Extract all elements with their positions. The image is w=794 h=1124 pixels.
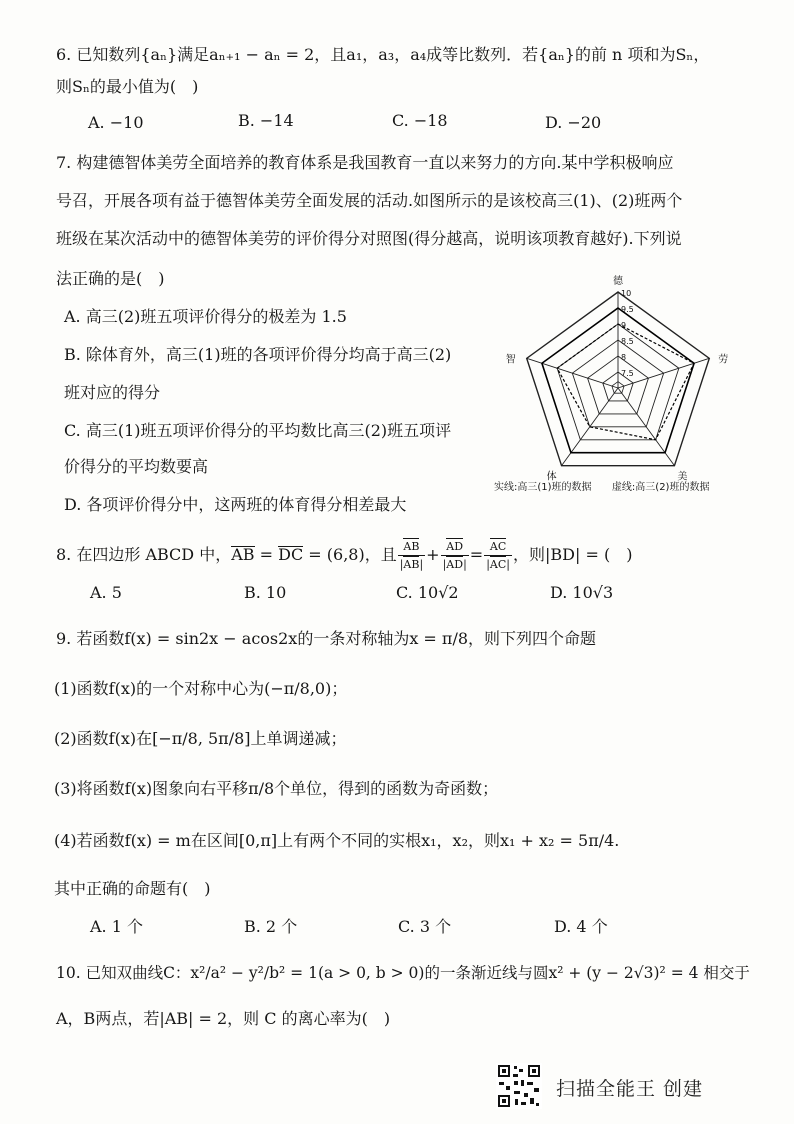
radar-tick-label: 7.5 bbox=[621, 369, 634, 378]
q9-proposition-3: (3)将函数f(x)图象向右平移π/8个单位，得到的函数为奇函数； bbox=[54, 779, 499, 798]
vec-dc: DC bbox=[278, 545, 304, 564]
q7-option-c-line1: C. 高三(1)班五项评价得分的平均数比高三(2)班五项评 bbox=[64, 421, 452, 440]
radar-tick-label: 10 bbox=[621, 289, 632, 298]
q9-ask: 其中正确的命题有( ) bbox=[54, 879, 211, 898]
q7-option-a: A. 高三(2)班五项评价得分的极差为 1.5 bbox=[64, 307, 347, 326]
scanner-watermark: 扫描全能王 创建 bbox=[556, 1078, 704, 1100]
q8-option-d: D. 10√3 bbox=[550, 583, 614, 602]
q7-line1: 7. 构建德智体美劳全面培养的教育体系是我国教育一直以来努力的方向.某中学积极响应 bbox=[56, 153, 674, 172]
q9-option-c: C. 3 个 bbox=[398, 917, 452, 936]
q9-option-a: A. 1 个 bbox=[90, 917, 143, 936]
q7-option-d: D. 各项评价得分中，这两班的体育得分相差最大 bbox=[64, 495, 407, 514]
vec-ab: AB bbox=[231, 545, 255, 564]
q7-option-c-line2: 价得分的平均数要高 bbox=[64, 457, 209, 476]
radar-tick-label: 9.5 bbox=[621, 305, 634, 314]
q9-option-b: B. 2 个 bbox=[244, 917, 298, 936]
q6-option-b: B. −14 bbox=[238, 111, 294, 130]
radar-axis-label: 美 bbox=[677, 471, 688, 483]
q8-plus: + bbox=[426, 545, 440, 564]
q10-line1: 10. 已知双曲线C：x²/a² − y²/b² = 1(a > 0, b > 0)的一条渐近线与圆x² + (y − 2√3)² = 4 相交于 bbox=[56, 964, 750, 982]
q7-line4: 法正确的是( ) bbox=[56, 269, 165, 288]
radar-axis-label: 智 bbox=[505, 354, 516, 366]
q9-line1: 9. 若函数f(x) = sin2x − acos2x的一条对称轴为x = π/8，则下列四个命题 bbox=[56, 629, 597, 648]
q7-option-b-line1: B. 除体育外，高三(1)班的各项评价得分均高于高三(2) bbox=[64, 345, 452, 364]
radar-legend bbox=[494, 478, 709, 493]
q6-option-d: D. −20 bbox=[545, 113, 602, 132]
q7-line3: 班级在某次活动中的德智体美劳的评价得分对照图(得分越高，说明该项教育越好).下列说 bbox=[56, 229, 682, 248]
qr-code-icon bbox=[496, 1063, 542, 1109]
q7-option-b-line2: 班对应的得分 bbox=[64, 383, 161, 402]
radar-axis-label: 德 bbox=[613, 276, 623, 287]
legend-solid: 实线:高三(1)班的数据 bbox=[494, 482, 592, 493]
q8-eq1: = (6,8)，且 bbox=[303, 545, 397, 564]
q7-line2: 号召，开展各项有益于德智体美劳全面发展的活动.如图所示的是该校高三(1)、(2)班两个 bbox=[56, 191, 683, 210]
q8-tail: ，则|BD| = ( ) bbox=[513, 545, 633, 564]
legend-dashed: 虚线:高三(2)班的数据 bbox=[611, 482, 710, 493]
q6-line1: 6. 已知数列{aₙ}满足aₙ₊₁ − aₙ = 2，且a₁，a₃，a₄成等比数列．若{aₙ}的前 n 项和为Sₙ， bbox=[56, 45, 710, 64]
frac-ab: $\frac{AB}{|AB|}$ bbox=[399, 540, 424, 571]
radar-spoke bbox=[527, 358, 618, 388]
q9-proposition-1: (1)函数f(x)的一个对称中心为(−π/8,0)； bbox=[54, 679, 348, 698]
frac-ad: $\frac{AD}{|AD|}$ bbox=[442, 540, 467, 571]
radar-tick-label: 8 bbox=[621, 353, 627, 362]
radar-axis-label: 劳 bbox=[718, 354, 729, 366]
q8-option-a: A. 5 bbox=[90, 583, 122, 602]
q6-option-c: C. −18 bbox=[392, 111, 448, 130]
q8-eq2: = bbox=[469, 545, 484, 564]
q8-line1: 8. 在四边形 ABCD 中，AB = DC = (6,8)，且 $\frac{AB}{|AB|}$ + $\frac{AD}{|AD|}$ = $\frac{AC}{|AC|}$ ，则|BD| = ( ) bbox=[56, 540, 633, 571]
radar-axis-label: 体 bbox=[546, 471, 557, 483]
q9-option-d: D. 4 个 bbox=[554, 917, 608, 936]
q8-option-b: B. 10 bbox=[244, 583, 287, 602]
q6-line2: 则Sₙ的最小值为( ) bbox=[56, 77, 199, 96]
radar-chart bbox=[500, 270, 750, 500]
radar-tick-label: 8.5 bbox=[621, 337, 634, 346]
radar-tick-label: 9 bbox=[621, 321, 627, 330]
q10-line2: A，B两点，若|AB| = 2，则 C 的离心率为( ) bbox=[56, 1009, 391, 1028]
q9-proposition-4: (4)若函数f(x) = m在区间[0,π]上有两个不同的实根x₁，x₂，则x₁ + x₂ = 5π/4. bbox=[54, 831, 620, 850]
q9-proposition-2: (2)函数f(x)在[−π/8, 5π/8]上单调递减； bbox=[54, 729, 347, 748]
q6-option-a: A. −10 bbox=[88, 113, 144, 132]
frac-ac: $\frac{AC}{|AC|}$ bbox=[486, 540, 510, 571]
q8-option-c: C. 10√2 bbox=[396, 583, 459, 602]
bleed-through bbox=[500, 84, 617, 103]
q8-prefix: 8. 在四边形 ABCD 中， bbox=[56, 545, 232, 564]
